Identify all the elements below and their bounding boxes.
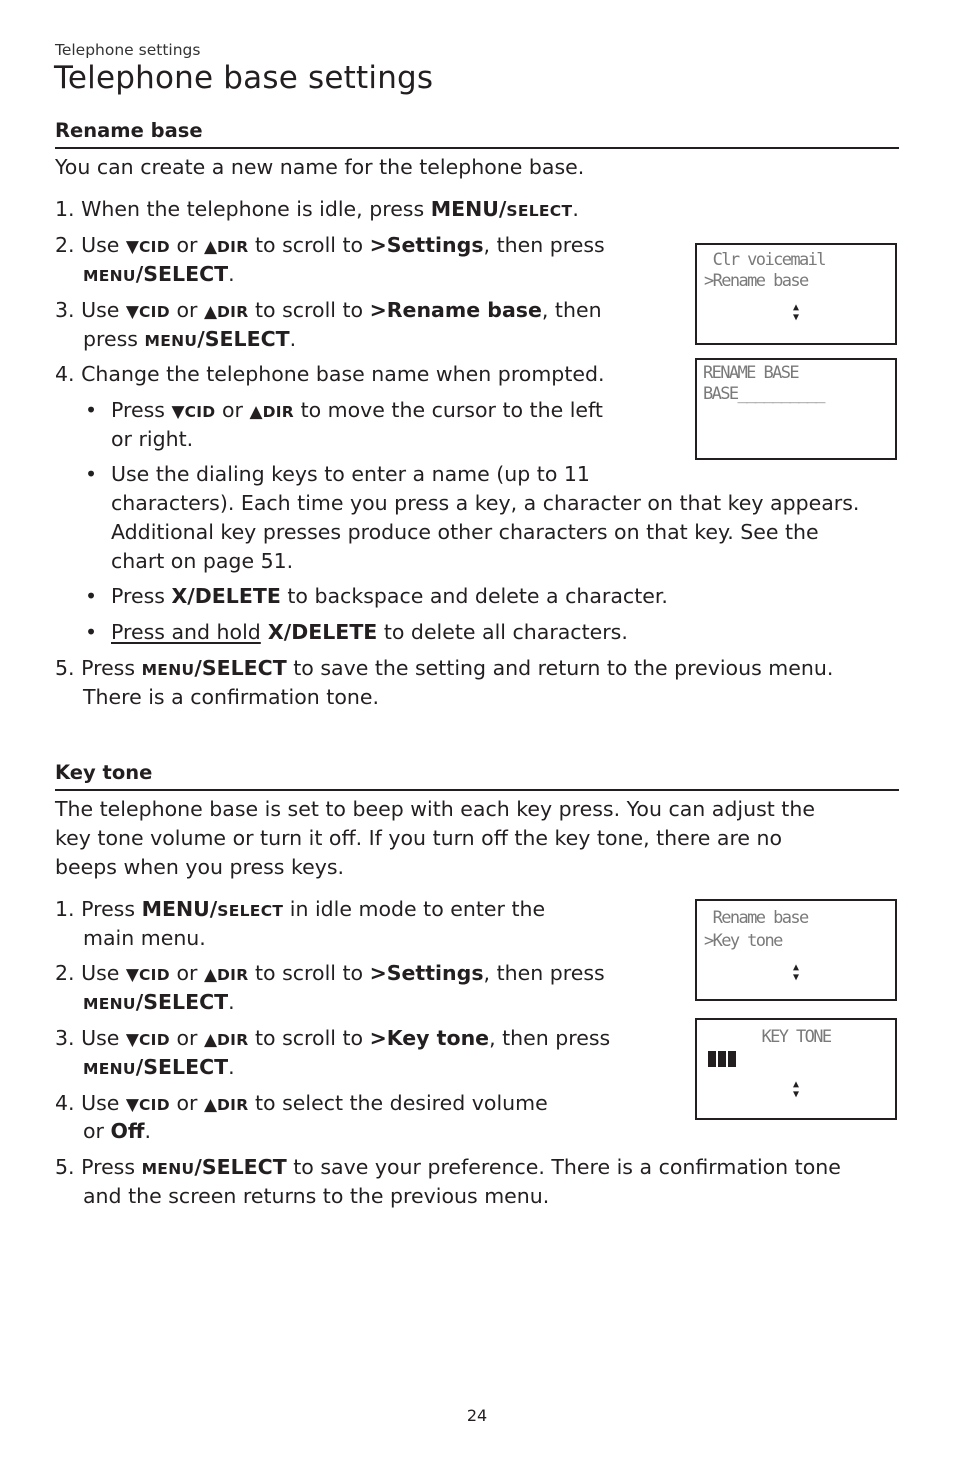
key-select: /SELECT <box>135 990 229 1014</box>
rename-step-2-cont <box>83 262 235 286</box>
rename-bullet-4 <box>111 620 628 644</box>
down-arrow-icon: ▼ <box>792 312 800 323</box>
key-select: SELECT <box>217 902 284 920</box>
key-menu: MENU <box>144 332 198 350</box>
lcd-line-1: Clr voicemail <box>704 250 825 270</box>
step-text: to delete all characters. <box>377 620 628 644</box>
lcd-line-2: >Rename base <box>704 271 808 291</box>
up-arrow-icon: ▲ <box>792 962 800 973</box>
rename-step-5 <box>55 656 833 680</box>
down-arrow-icon: ▼ <box>171 402 185 422</box>
key-menu: MENU <box>141 661 195 679</box>
rename-bullet-1-cont: or right. <box>111 427 194 451</box>
step-number: 4. <box>55 1091 75 1115</box>
keytone-step-5-cont: and the screen returns to the previous menu. <box>83 1184 550 1208</box>
key-select: /SELECT <box>194 1155 287 1179</box>
key-menu: MENU <box>83 995 136 1013</box>
volume-bar <box>708 1051 716 1067</box>
rename-step-4 <box>55 362 605 386</box>
breadcrumb: Telephone settings <box>55 41 201 59</box>
step-text: or <box>215 398 250 422</box>
up-arrow-icon: ▲ <box>203 1095 218 1115</box>
key-delete: X/DELETE <box>260 620 378 644</box>
step-text: Press <box>111 398 172 422</box>
bullet-dot: • <box>85 584 98 608</box>
step-text: or <box>169 961 204 985</box>
step-number: 5. <box>55 1155 75 1179</box>
step-text: press <box>83 327 145 351</box>
key-menu: MENU <box>83 267 136 285</box>
step-text: to scroll to <box>248 298 370 322</box>
scroll-arrows-icon <box>788 303 804 323</box>
step-number: 1. <box>55 897 75 921</box>
lcd-line-1: Rename base <box>704 908 808 928</box>
up-arrow-icon: ▲ <box>203 1030 218 1050</box>
menu-target: >Rename base <box>369 298 542 322</box>
keytone-step-3-cont <box>83 1055 235 1079</box>
step-text: . <box>289 327 297 351</box>
step-text: Use <box>81 298 126 322</box>
key-cid: CID <box>184 403 216 421</box>
step-text: to save your preference. There is a confirmation tone <box>286 1155 841 1179</box>
keytone-step-4 <box>55 1091 548 1115</box>
step-number: 4. <box>55 362 75 386</box>
step-text: , then <box>541 298 602 322</box>
step-text: . <box>228 262 235 286</box>
key-dir: DIR <box>217 966 249 984</box>
lcd-screen-settings-menu <box>695 243 897 345</box>
step-text: or <box>169 298 204 322</box>
step-number: 2. <box>55 233 75 257</box>
up-arrow-icon: ▲ <box>203 237 218 257</box>
key-cid: CID <box>139 238 170 256</box>
lcd-screen-rename-base <box>695 358 897 460</box>
down-arrow-icon: ▼ <box>125 1030 139 1050</box>
press-and-hold-link[interactable]: Press and hold <box>111 620 261 644</box>
keytone-intro-line-3: beeps when you press keys. <box>55 855 345 879</box>
step-text: to scroll to <box>248 961 370 985</box>
step-text: Press <box>81 656 142 680</box>
menu-target: >Key tone <box>369 1026 490 1050</box>
step-text: or <box>169 1091 204 1115</box>
up-arrow-icon: ▲ <box>203 302 218 322</box>
keytone-step-3 <box>55 1026 610 1050</box>
key-delete: X/DELETE <box>171 584 281 608</box>
keytone-intro-line-1: The telephone base is set to beep with each key press. You can adjust the <box>55 797 815 821</box>
down-arrow-icon: ▼ <box>125 1095 139 1115</box>
step-text: or <box>169 1026 204 1050</box>
key-select: /SELECT <box>197 327 290 351</box>
keytone-intro-line-2: key tone volume or turn it off. If you turn off the key tone, there are no <box>55 826 783 850</box>
section-divider <box>55 789 899 791</box>
up-arrow-icon: ▲ <box>203 965 218 985</box>
rename-intro: You can create a new name for the telephone base. <box>55 155 585 179</box>
key-menu: MENU/ <box>141 897 218 921</box>
key-menu: MENU <box>141 1160 195 1178</box>
bullet-dot: • <box>85 398 98 422</box>
key-dir: DIR <box>217 303 249 321</box>
rename-bullet-2-line-1: Use the dialing keys to enter a name (up to 11 <box>111 462 590 486</box>
step-text: When the telephone is idle, press <box>81 197 431 221</box>
step-number: 1. <box>55 197 75 221</box>
step-text: Change the telephone base name when prompted. <box>81 362 605 386</box>
menu-target: >Settings <box>369 233 484 257</box>
key-cid: CID <box>139 1031 170 1049</box>
step-text: , then press <box>483 233 605 257</box>
step-text: to move the cursor to the left <box>294 398 603 422</box>
bullet-dot: • <box>85 462 98 486</box>
key-dir: DIR <box>217 238 249 256</box>
key-select: /SELECT <box>194 656 287 680</box>
page-number: 24 <box>466 1406 488 1425</box>
step-text: . <box>228 990 235 1014</box>
step-text: to select the desired volume <box>248 1091 548 1115</box>
step-text: , then press <box>483 961 605 985</box>
step-number: 5. <box>55 656 75 680</box>
rename-bullet-3 <box>111 584 668 608</box>
key-menu: MENU/ <box>430 197 507 221</box>
option-off: Off <box>110 1119 145 1143</box>
step-text: . <box>572 197 579 221</box>
up-arrow-icon: ▲ <box>792 1079 800 1090</box>
lcd-line-2: >Key tone <box>704 931 782 951</box>
keytone-step-4-cont <box>83 1119 151 1143</box>
volume-bar <box>718 1051 726 1067</box>
lcd-line-2: BASE__________ <box>703 384 824 404</box>
rename-bullet-2-line-4: chart on page 51. <box>111 549 294 573</box>
step-text: to backspace and delete a character. <box>280 584 668 608</box>
down-arrow-icon: ▼ <box>125 302 139 322</box>
rename-bullet-2-line-3: Additional key presses produce other characters on that key. See the <box>111 520 819 544</box>
key-select: /SELECT <box>135 1055 229 1079</box>
step-text: , then press <box>489 1026 611 1050</box>
section-heading-key-tone: Key tone <box>55 761 153 784</box>
scroll-arrows-icon <box>788 1080 804 1100</box>
step-text: . <box>144 1119 152 1143</box>
rename-step-2 <box>55 233 605 257</box>
step-text: . <box>228 1055 235 1079</box>
step-text: or <box>169 233 204 257</box>
key-cid: CID <box>139 1096 170 1114</box>
step-text: Use <box>81 961 126 985</box>
up-arrow-icon: ▲ <box>249 402 263 422</box>
keytone-step-1-cont: main menu. <box>83 926 206 950</box>
lcd-line-1: RENAME BASE <box>703 363 798 383</box>
key-select: SELECT <box>506 202 573 220</box>
rename-step-3 <box>55 298 602 322</box>
key-select: /SELECT <box>135 262 229 286</box>
step-text: Use <box>81 1091 126 1115</box>
step-text: in idle mode to enter the <box>283 897 546 921</box>
step-number: 3. <box>55 298 75 322</box>
keytone-step-2 <box>55 961 605 985</box>
menu-target: >Settings <box>369 961 484 985</box>
lcd-line-1: KEY TONE <box>761 1027 831 1047</box>
down-arrow-icon: ▼ <box>792 1089 800 1100</box>
section-divider <box>55 147 899 149</box>
key-dir: DIR <box>262 403 295 421</box>
step-text: to save the setting and return to the previous menu. <box>286 656 834 680</box>
lcd-screen-key-tone-volume <box>695 1018 897 1120</box>
step-number: 3. <box>55 1026 75 1050</box>
section-heading-rename-base: Rename base <box>55 119 203 142</box>
bullet-dot: • <box>85 620 98 644</box>
step-text: to scroll to <box>248 233 370 257</box>
step-text: or <box>83 1119 111 1143</box>
step-text: Press <box>81 1155 142 1179</box>
rename-step-1 <box>55 197 579 221</box>
volume-level-icon <box>708 1051 738 1067</box>
key-cid: CID <box>139 303 170 321</box>
keytone-step-2-cont <box>83 990 235 1014</box>
step-text: Press <box>111 584 172 608</box>
keytone-step-5 <box>55 1155 841 1179</box>
key-dir: DIR <box>217 1096 249 1114</box>
rename-step-5-cont: There is a confirmation tone. <box>83 685 380 709</box>
down-arrow-icon: ▼ <box>125 965 139 985</box>
step-text: to scroll to <box>248 1026 370 1050</box>
up-arrow-icon: ▲ <box>792 302 800 313</box>
down-arrow-icon: ▼ <box>125 237 139 257</box>
rename-bullet-2-line-2: characters). Each time you press a key, a character on that key appears. <box>111 491 860 515</box>
scroll-arrows-icon <box>788 963 804 983</box>
step-number: 2. <box>55 961 75 985</box>
step-text: Press <box>81 897 142 921</box>
key-menu: MENU <box>83 1060 136 1078</box>
key-cid: CID <box>139 966 170 984</box>
keytone-step-1 <box>55 897 545 921</box>
step-text: Use <box>81 233 126 257</box>
lcd-screen-key-tone-menu <box>695 899 897 1001</box>
page-title: Telephone base settings <box>54 60 434 96</box>
down-arrow-icon: ▼ <box>792 972 800 983</box>
rename-step-3-cont <box>83 327 296 351</box>
step-text: Use <box>81 1026 126 1050</box>
key-dir: DIR <box>217 1031 249 1049</box>
volume-bar <box>728 1051 736 1067</box>
rename-bullet-1 <box>111 398 603 422</box>
